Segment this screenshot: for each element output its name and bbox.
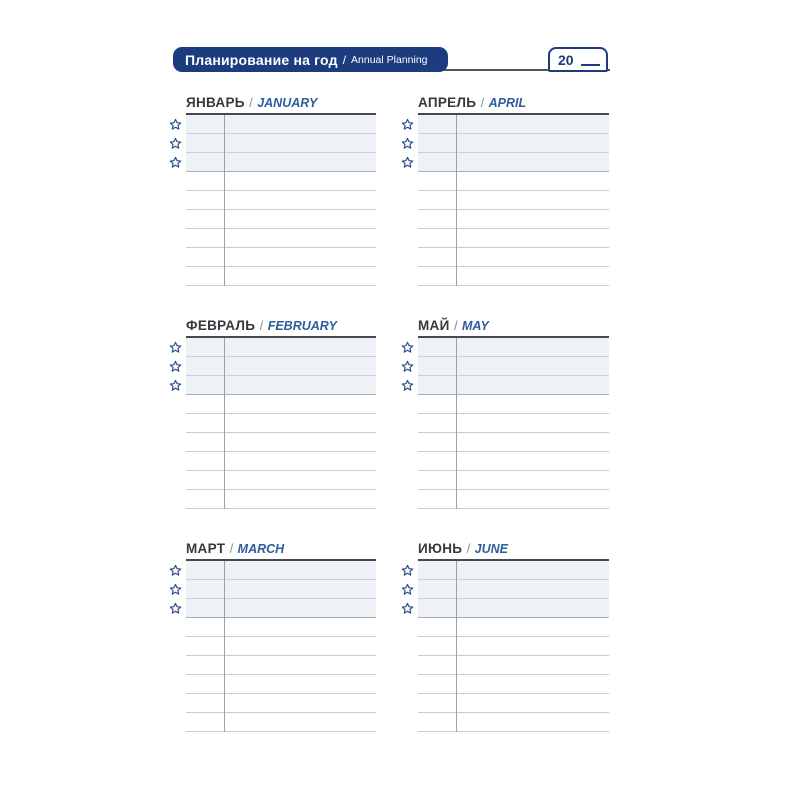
date-column-divider	[224, 115, 225, 286]
star-outline-icon	[401, 156, 414, 169]
priority-row	[186, 134, 376, 153]
ruled-row	[418, 490, 609, 509]
month-name-en: FEBRUARY	[267, 319, 337, 333]
month-block-february	[186, 314, 376, 509]
page-title-tab	[173, 47, 448, 72]
star-outline-icon	[169, 583, 182, 596]
year-prefix: 20	[558, 52, 574, 68]
ruled-row	[186, 191, 376, 210]
ruled-row	[186, 656, 376, 675]
ruled-row	[418, 229, 609, 248]
page-title-separator: /	[342, 52, 347, 67]
ruled-row	[186, 452, 376, 471]
month-header	[418, 91, 609, 113]
ruled-row	[418, 675, 609, 694]
star-outline-icon	[169, 379, 182, 392]
priority-row	[418, 357, 609, 376]
month-name-ru: ФЕВРАЛЬ	[186, 318, 256, 333]
month-name-en: MAY	[462, 319, 489, 333]
months-grid	[186, 91, 609, 732]
star-outline-icon	[401, 118, 414, 131]
page-title-ru: Планирование на год	[185, 51, 338, 68]
priority-row	[186, 599, 376, 618]
month-table	[418, 336, 609, 509]
star-outline-icon	[169, 156, 182, 169]
ruled-row	[418, 248, 609, 267]
star-outline-icon	[169, 602, 182, 615]
priority-row	[186, 580, 376, 599]
month-block-january	[186, 91, 376, 286]
priority-row	[186, 338, 376, 357]
priority-row	[186, 357, 376, 376]
priority-row	[418, 599, 609, 618]
star-outline-icon	[169, 341, 182, 354]
ruled-row	[186, 618, 376, 637]
priority-row	[418, 580, 609, 599]
month-name-separator: /	[480, 96, 485, 110]
ruled-row	[418, 191, 609, 210]
priority-row	[418, 153, 609, 172]
ruled-row	[418, 433, 609, 452]
ruled-row	[418, 395, 609, 414]
priority-row	[418, 134, 609, 153]
month-table	[186, 336, 376, 509]
month-name-en: JANUARY	[257, 96, 318, 110]
priority-row	[418, 115, 609, 134]
month-name-ru: АПРЕЛЬ	[418, 95, 477, 110]
star-outline-icon	[401, 379, 414, 392]
ruled-row	[418, 471, 609, 490]
ruled-row	[186, 694, 376, 713]
page-title-en: Annual Planning	[351, 53, 428, 66]
priority-row	[186, 115, 376, 134]
priority-row	[186, 376, 376, 395]
priority-row	[418, 376, 609, 395]
ruled-row	[186, 675, 376, 694]
star-outline-icon	[401, 137, 414, 150]
month-name-separator: /	[454, 319, 458, 333]
ruled-row	[418, 172, 609, 191]
month-name-en: MARCH	[237, 542, 285, 556]
ruled-row	[186, 637, 376, 656]
month-name-separator: /	[466, 542, 471, 556]
year-entry-box	[548, 47, 608, 72]
ruled-row	[186, 248, 376, 267]
month-header	[418, 314, 609, 336]
month-header	[186, 91, 376, 113]
month-name-ru: ИЮНЬ	[418, 541, 463, 556]
star-outline-icon	[401, 602, 414, 615]
month-table	[418, 559, 609, 732]
month-table	[418, 113, 609, 286]
month-name-ru: МАЙ	[418, 318, 450, 333]
ruled-row	[186, 267, 376, 286]
month-block-april	[418, 91, 609, 286]
date-column-divider	[456, 338, 457, 509]
star-outline-icon	[169, 118, 182, 131]
month-table	[186, 559, 376, 732]
star-outline-icon	[169, 360, 182, 373]
month-name-separator: /	[249, 96, 253, 110]
ruled-row	[186, 395, 376, 414]
month-block-march	[186, 537, 376, 732]
month-name-separator: /	[229, 542, 234, 556]
date-column-divider	[456, 561, 457, 732]
month-table	[186, 113, 376, 286]
ruled-row	[186, 172, 376, 191]
month-name-en: APRIL	[488, 96, 527, 110]
star-outline-icon	[169, 564, 182, 577]
month-name-ru: ЯНВАРЬ	[186, 95, 245, 110]
month-header	[186, 314, 376, 336]
priority-row	[186, 153, 376, 172]
year-blank-line	[581, 64, 600, 66]
date-column-divider	[224, 338, 225, 509]
ruled-row	[418, 414, 609, 433]
month-header	[186, 537, 376, 559]
ruled-row	[186, 713, 376, 732]
ruled-row	[186, 490, 376, 509]
star-outline-icon	[401, 583, 414, 596]
ruled-row	[418, 267, 609, 286]
month-name-ru: МАРТ	[186, 541, 226, 556]
star-outline-icon	[169, 137, 182, 150]
star-outline-icon	[401, 341, 414, 354]
priority-row	[418, 338, 609, 357]
month-block-june	[418, 537, 609, 732]
month-name-separator: /	[259, 319, 264, 333]
ruled-row	[418, 694, 609, 713]
ruled-row	[186, 210, 376, 229]
date-column-divider	[224, 561, 225, 732]
month-header	[418, 537, 609, 559]
month-name-en: JUNE	[474, 542, 509, 556]
date-column-divider	[456, 115, 457, 286]
priority-row	[418, 561, 609, 580]
ruled-row	[418, 656, 609, 675]
ruled-row	[418, 618, 609, 637]
ruled-row	[418, 210, 609, 229]
ruled-row	[186, 414, 376, 433]
priority-row	[186, 561, 376, 580]
ruled-row	[186, 471, 376, 490]
ruled-row	[186, 433, 376, 452]
ruled-row	[186, 229, 376, 248]
ruled-row	[418, 713, 609, 732]
month-block-may	[418, 314, 609, 509]
star-outline-icon	[401, 564, 414, 577]
star-outline-icon	[401, 360, 414, 373]
ruled-row	[418, 452, 609, 471]
ruled-row	[418, 637, 609, 656]
